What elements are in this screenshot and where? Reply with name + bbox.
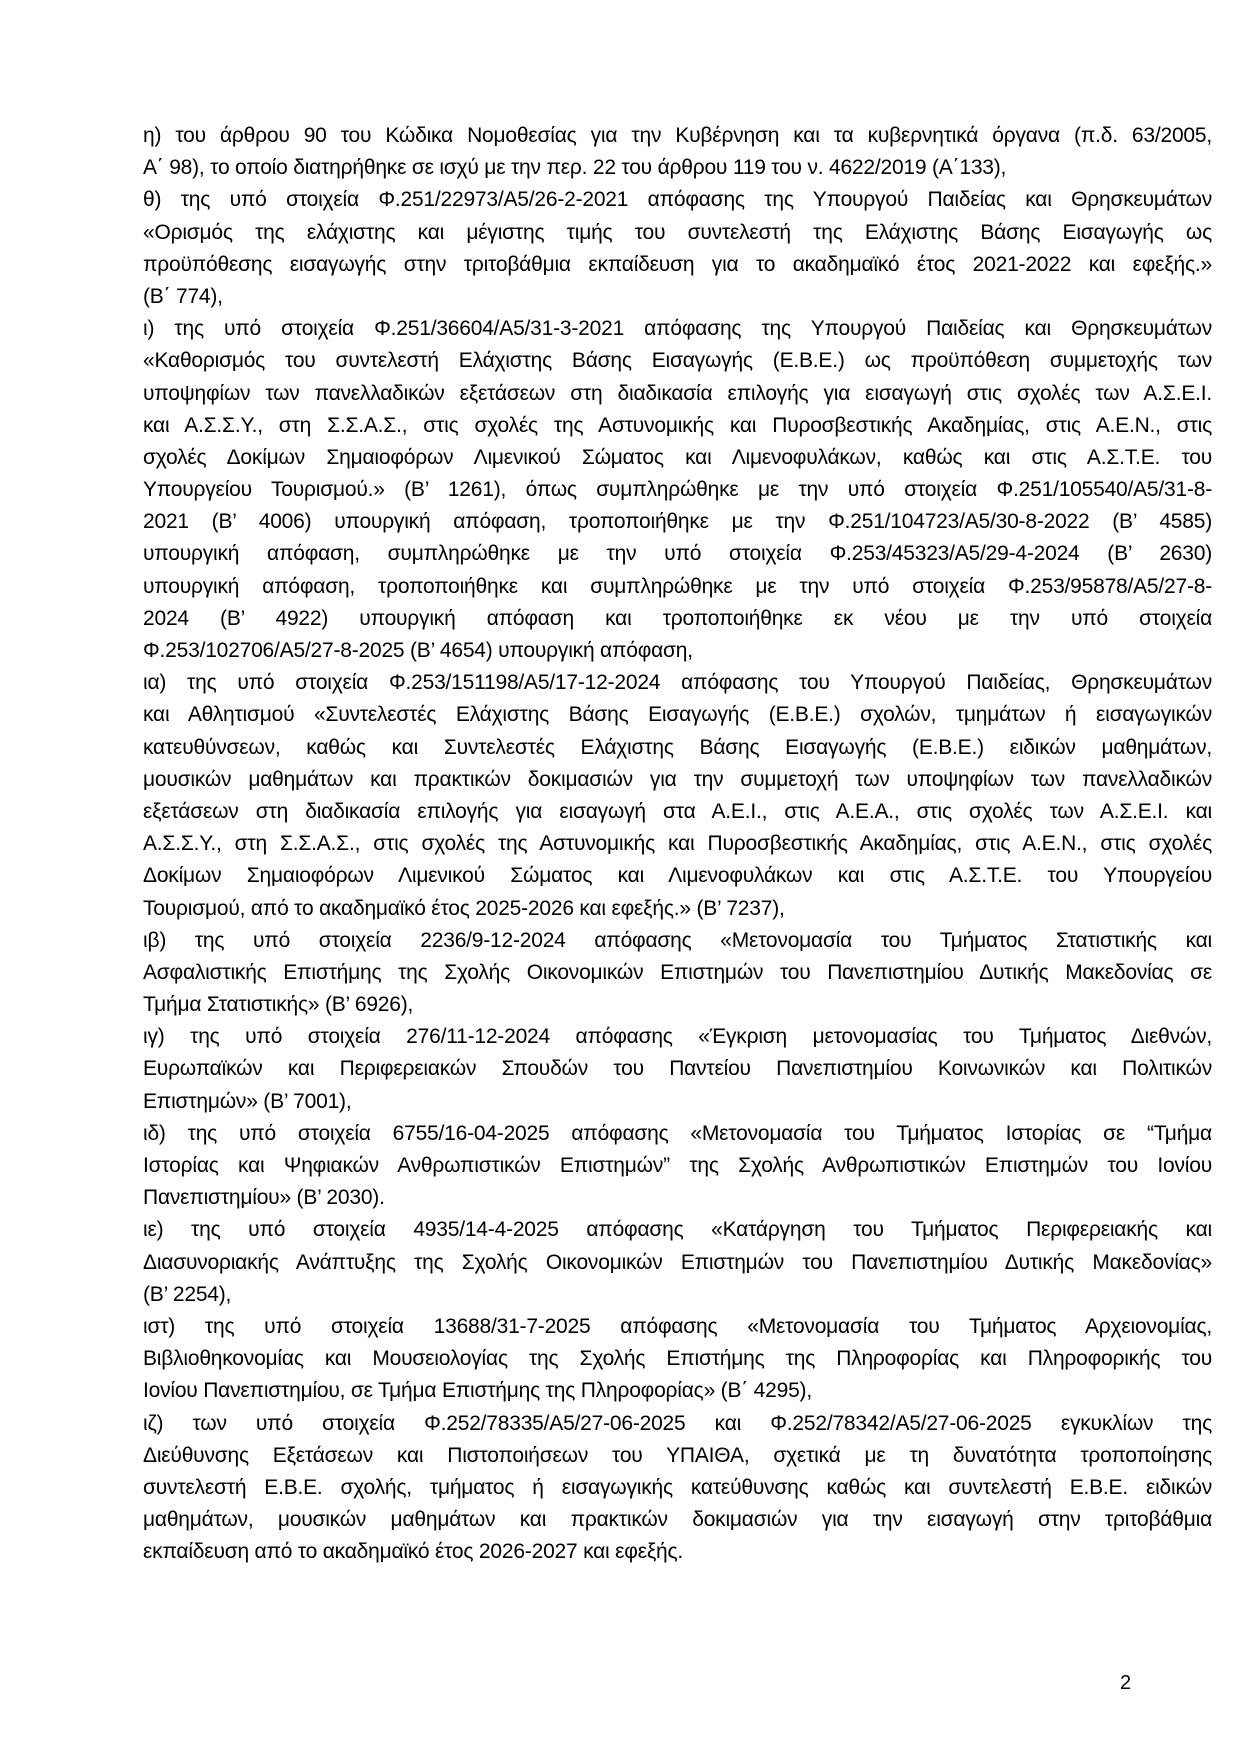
text-line: Τμήμα Στατιστικής» (Β’ 6926), (143, 993, 414, 1017)
text-line: ιε) της υπό στοιχεία 4935/14-4-2025 απόφασης «Κατάργηση του Τμήματος Περιφερειακής και (143, 1218, 1212, 1242)
text-line: Ευρωπαϊκών και Περιφερειακών Σπουδών του Παντείου Πανεπιστημίου Κοινωνικών και Πολιτικών (143, 1057, 1212, 1081)
text-line: Υπουργείου Τουρισμού.» (Β’ 1261), όπως συμπληρώθηκε με την υπό στοιχεία Φ.251/105540/Α5/31-8- (143, 478, 1212, 502)
paragraph-6 (143, 1021, 1212, 1118)
text-line: μαθημάτων, μουσικών μαθημάτων και πρακτικών δοκιμασιών για την εισαγωγή στην τριτοβάθμια (143, 1508, 1212, 1532)
paragraph-2 (143, 184, 1212, 313)
text-line: Διεύθυνσης Εξετάσεων και Πιστοποιήσεων του ΥΠΑΙΘΑ, σχετικά με τη δυνατότητα τροποποίησης (143, 1443, 1212, 1467)
paragraph-3 (143, 313, 1212, 667)
text-line: ιστ) της υπό στοιχεία 13688/31-7-2025 απόφασης «Μετονομασία του Τμήματος Αρχειονομίας, (143, 1314, 1212, 1338)
document-body-text (143, 120, 1212, 1568)
text-line: εκπαίδευση από το ακαδημαϊκό έτος 2026-2027 και εφεξής. (143, 1540, 684, 1564)
text-line: συντελεστή Ε.Β.Ε. σχολής, τμήματος ή εισαγωγικής κατεύθυνσης καθώς και συντελεστή Ε.Β.Ε. ειδικών (143, 1475, 1212, 1499)
paragraph-7 (143, 1118, 1212, 1215)
text-line: η) του άρθρου 90 του Κώδικα Νομοθεσίας για την Κυβέρνηση και τα κυβερνητικά όργανα (π.δ. 63/2005, (143, 124, 1212, 147)
text-line: ιδ) της υπό στοιχεία 6755/16-04-2025 απόφασης «Μετονομασία του Τμήματος Ιστορίας σε “Τμήμα (143, 1121, 1212, 1145)
text-line: υποψηφίων των πανελλαδικών εξετάσεων στη διαδικασία επιλογής για εισαγωγή στις σχολές των Α.Σ.Ε.Ι. (143, 381, 1212, 405)
text-line: και Α.Σ.Σ.Υ., στη Σ.Σ.Α.Σ., στις σχολές της Αστυνομικής και Πυροσβεστικής Ακαδημίας, στις Α.Ε.Ν., στις (143, 413, 1212, 437)
text-line: ια) της υπό στοιχεία Φ.253/151198/Α5/17-12-2024 απόφασης του Υπουργού Παιδείας, Θρησκευμάτων (143, 671, 1212, 695)
text-line: Ασφαλιστικής Επιστήμης της Σχολής Οικονομικών Επιστημών του Πανεπιστημίου Δυτικής Μακεδονίας σε (143, 960, 1212, 984)
text-line: ι) της υπό στοιχεία Φ.251/36604/Α5/31-3-2021 απόφασης της Υπουργού Παιδείας και Θρησκευμάτων (143, 317, 1212, 341)
paragraph-4 (143, 667, 1212, 925)
text-line: θ) της υπό στοιχεία Φ.251/22973/Α5/26-2-2021 απόφασης της Υπουργού Παιδείας και Θρησκευμάτων (143, 188, 1212, 212)
text-line: Βιβλιοθηκονομίας και Μουσειολογίας της Σχολής Επιστήμης της Πληροφορίας και Πληροφορικής του (143, 1347, 1212, 1371)
text-line: (Β΄ 774), (143, 284, 223, 308)
text-line: σχολές Δοκίμων Σημαιοφόρων Λιμενικού Σώματος και Λιμενοφυλάκων, καθώς και στις Α.Σ.Τ.Ε. του (143, 445, 1212, 469)
paragraph-9 (143, 1311, 1212, 1408)
text-line: Ιστορίας και Ψηφιακών Ανθρωπιστικών Επιστημών” της Σχολής Ανθρωπιστικών Επιστημών του Ιονίου (143, 1154, 1212, 1177)
paragraph-10 (143, 1408, 1212, 1569)
text-line: μουσικών μαθημάτων και πρακτικών δοκιμασιών για την συμμετοχή των υποψηφίων των πανελλαδικών (143, 767, 1212, 791)
text-line: «Ορισμός της ελάχιστης και μέγιστης τιμής του συντελεστή της Ελάχιστης Βάσης Εισαγωγής ως (143, 220, 1212, 244)
text-line: εξετάσεων στη διαδικασία επιλογής για εισαγωγή στα Α.Ε.Ι., στις Α.Ε.Α., στις σχολές των Α.Σ.Ε.Ι. και (143, 799, 1212, 823)
text-line: ιγ) της υπό στοιχεία 276/11-12-2024 απόφασης «Έγκριση μετονομασίας του Τμήματος Διεθνών, (143, 1025, 1212, 1049)
text-line: Διασυνοριακής Ανάπτυξης της Σχολής Οικονομικών Επιστημών του Πανεπιστημίου Δυτικής Μακεδονίας» (143, 1250, 1212, 1274)
text-line: υπουργική απόφαση, συμπληρώθηκε με την υπό στοιχεία Φ.253/45323/Α5/29-4-2024 (Β’ 2630) (143, 542, 1212, 566)
paragraph-5 (143, 925, 1212, 1022)
paragraph-8 (143, 1214, 1212, 1311)
text-line: Τουρισμού, από το ακαδημαϊκό έτος 2025-2026 και εφεξής.» (Β’ 7237), (143, 896, 785, 920)
text-line: Δοκίμων Σημαιοφόρων Λιμενικού Σώματος και Λιμενοφυλάκων και στις Α.Σ.Τ.Ε. του Υπουργείου (143, 864, 1212, 888)
text-line: Ιονίου Πανεπιστημίου, σε Τμήμα Επιστήμης της Πληροφορίας» (Β΄ 4295), (143, 1379, 812, 1403)
text-line: Α΄ 98), το οποίο διατηρήθηκε σε ισχύ με την περ. 22 του άρθρου 119 του ν. 4622/2019 (Α΄133), (143, 156, 1007, 180)
paragraph-1 (143, 120, 1212, 184)
text-line: «Καθορισμός του συντελεστή Ελάχιστης Βάσης Εισαγωγής (Ε.Β.Ε.) ως προϋπόθεση συμμετοχής των (143, 349, 1212, 373)
text-line: Α.Σ.Σ.Υ., στη Σ.Σ.Α.Σ., στις σχολές της Αστυνομικής και Πυροσβεστικής Ακαδημίας, στις Α.Ε.Ν., στις σχολές (143, 832, 1212, 856)
text-line: (Β’ 2254), (143, 1282, 232, 1306)
text-line: και Αθλητισμού «Συντελεστές Ελάχιστης Βάσης Εισαγωγής (Ε.Β.Ε.) σχολών, τμημάτων ή εισαγωγικών (143, 703, 1212, 727)
text-line: Επιστημών» (Β’ 7001), (143, 1089, 352, 1113)
text-line: Φ.253/102706/Α5/27-8-2025 (Β’ 4654) υπουργική απόφαση, (143, 639, 693, 662)
page-number: 2 (1120, 1672, 1132, 1694)
text-line: Πανεπιστημίου» (Β’ 2030). (143, 1186, 385, 1210)
text-line: 2024 (Β’ 4922) υπουργική απόφαση και τροποποιήθηκε εκ νέου με την υπό στοιχεία (143, 606, 1212, 630)
text-line: ιζ) των υπό στοιχεία Φ.252/78335/Α5/27-06-2025 και Φ.252/78342/Α5/27-06-2025 εγκυκλίων της (143, 1411, 1212, 1435)
text-line: 2021 (Β’ 4006) υπουργική απόφαση, τροποποιήθηκε με την Φ.251/104723/Α5/30-8-2022 (Β’ 4585) (143, 510, 1212, 534)
text-line: κατευθύνσεων, καθώς και Συντελεστές Ελάχιστης Βάσης Εισαγωγής (Ε.Β.Ε.) ειδικών μαθημάτων, (143, 735, 1212, 759)
text-line: προϋπόθεσης εισαγωγής στην τριτοβάθμια εκπαίδευση για το ακαδημαϊκό έτος 2021-2022 και εφεξής.» (143, 252, 1212, 276)
text-line: ιβ) της υπό στοιχεία 2236/9-12-2024 απόφασης «Μετονομασία του Τμήματος Στατιστικής και (143, 928, 1212, 952)
text-line: υπουργική απόφαση, τροποποιήθηκε και συμπληρώθηκε με την υπό στοιχεία Φ.253/95878/Α5/27-8- (143, 574, 1212, 598)
